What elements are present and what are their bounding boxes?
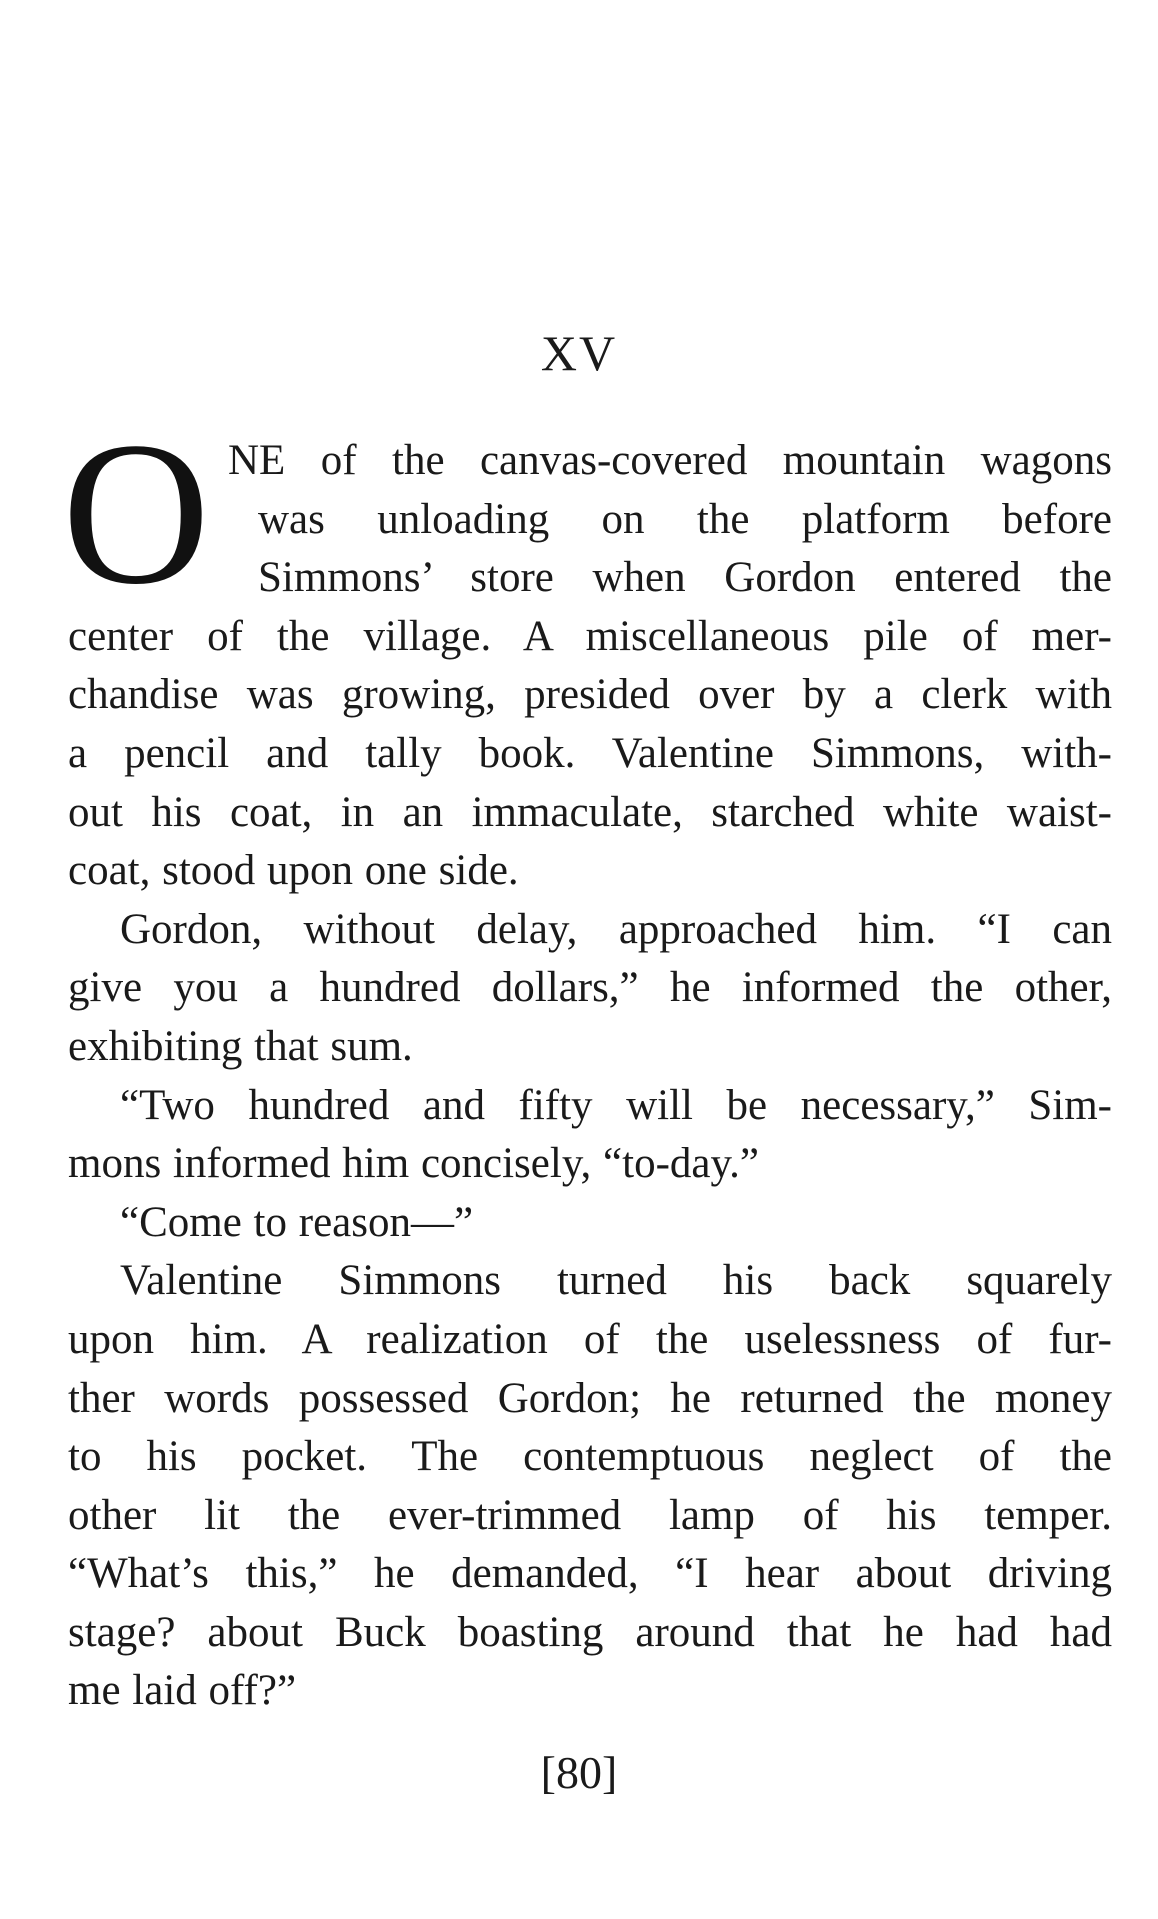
text-line: Simmons’ store when Gordon entered the	[258, 554, 1112, 602]
text-line: “Two hundred and fifty will be necessary,” Sim-	[120, 1081, 1112, 1129]
text-line: center of the village. A miscellaneous pile of mer-	[68, 612, 1112, 660]
body-text	[62, 400, 1112, 1721]
text-line: “Come to reason—”	[120, 1198, 474, 1246]
text-line: NE of the canvas-covered mountain wagons	[228, 437, 1112, 484]
paragraph-4	[68, 1194, 1112, 1253]
text-line: other lit the ever-trimmed lamp of his temper.	[68, 1491, 1112, 1539]
text-line: upon him. A realization of the uselessness of fur-	[68, 1315, 1112, 1363]
text-line: Gordon, without delay, approached him. “I can	[120, 905, 1112, 953]
text-line: exhibiting that sum.	[68, 1022, 413, 1070]
text-line: chandise was growing, presided over by a clerk with	[68, 671, 1112, 719]
text-line: out his coat, in an immaculate, starched white waist-	[68, 788, 1112, 836]
drop-cap: O	[62, 400, 211, 627]
chapter-heading: XV	[540, 325, 618, 381]
text-line: Valentine Simmons turned his back squarely	[120, 1257, 1112, 1305]
paragraph-1	[62, 400, 1112, 901]
text-line: mons informed him concisely, “to-day.”	[68, 1140, 760, 1188]
text-line: was unloading on the platform before	[258, 495, 1112, 543]
paragraph-5	[68, 1252, 1112, 1721]
paragraph-3	[68, 1077, 1112, 1194]
text-line: give you a hundred dollars,” he informed the other,	[68, 964, 1112, 1012]
text-line: to his pocket. The contemptuous neglect of the	[68, 1433, 1112, 1481]
text-line: ther words possessed Gordon; he returned the money	[68, 1374, 1112, 1422]
text-line: coat, stood upon one side.	[68, 847, 519, 895]
paragraph-2	[68, 901, 1112, 1077]
text-line: a pencil and tally book. Valentine Simmons, with-	[68, 729, 1112, 777]
text-line: stage? about Buck boasting around that he had had	[68, 1608, 1112, 1656]
text-line: me laid off?”	[68, 1667, 297, 1715]
page-number: [80]	[540, 1747, 618, 1798]
text-line: “What’s this,” he demanded, “I hear about driving	[68, 1550, 1112, 1598]
